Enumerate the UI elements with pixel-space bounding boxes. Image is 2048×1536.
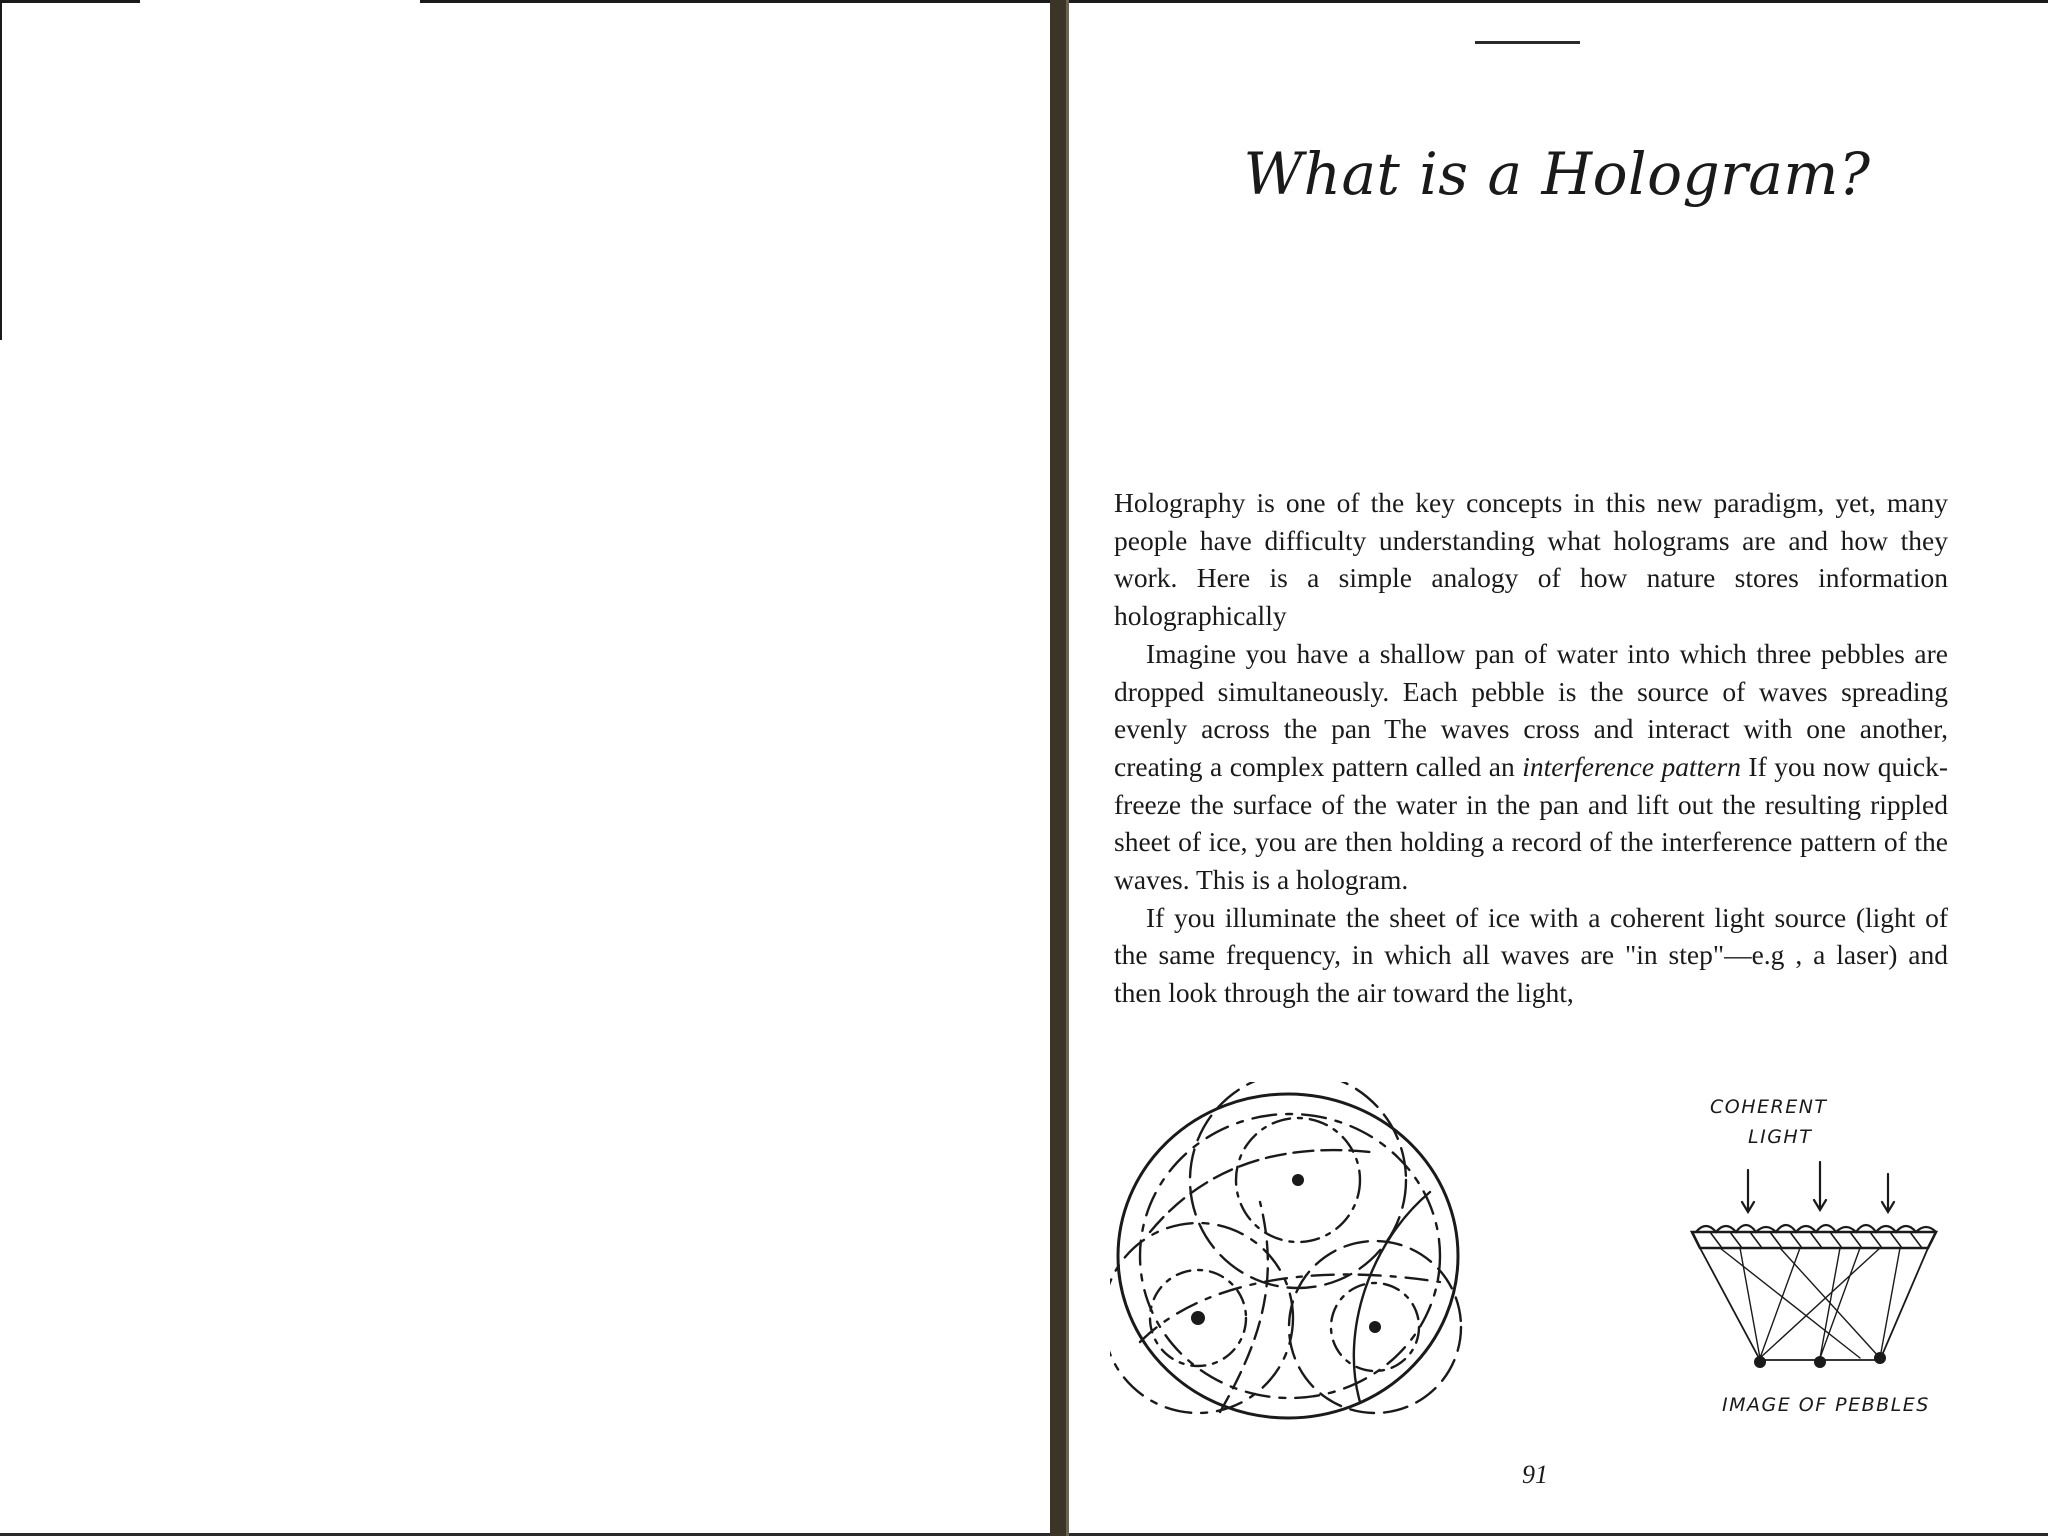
label-image-of-pebbles: IMAGE OF PEBBLES	[1722, 1394, 1930, 1416]
paragraph-2-end: If you now quick-freeze the surface of the water in the pan and lift out the resulting rippled sheet of ice, you are then holding a record of the interference pattern of the waves. This is a hologram.	[1114, 750, 1948, 896]
paragraph-2-emphasis: interference pattern	[1522, 750, 1741, 782]
label-light: LIGHT	[1748, 1126, 1813, 1148]
chapter-title: What is a Hologram?	[1243, 140, 1871, 208]
book-spine-shadow	[1066, 0, 1069, 1536]
header-rule	[1475, 41, 1580, 44]
label-coherent: COHERENT	[1710, 1096, 1828, 1118]
hologram-reconstruction-illustration	[1680, 1090, 1950, 1430]
paragraph-1: Holography is one of the key concepts in this new paradigm, yet, many people have difficulty understanding what holograms are and how they work. Here is a simple analogy of how nature stores information holographically	[1114, 487, 1948, 632]
interference-pattern-illustration	[1110, 1082, 1470, 1427]
paragraph-2	[1114, 635, 1948, 899]
page-edge-top-left	[0, 0, 140, 3]
page-edge-left	[0, 0, 2, 340]
paragraph-2-start: Imagine you have a shallow pan of water into which three pebbles are dropped simultaneously. Each pebble is the source of waves spreading evenly across the pan The waves cross and interact with one another, creating a complex pattern called an	[1114, 637, 1948, 782]
book-spine	[1050, 0, 1066, 1536]
body-text	[1114, 484, 1948, 1012]
page-number: 91	[1522, 1460, 1548, 1489]
page-edge-top	[420, 0, 2048, 3]
paragraph-3: If you illuminate the sheet of ice with a coherent light source (light of the same frequency, in which all waves are "in step"—e.g , a laser) and then look through the air toward the light,	[1114, 901, 1948, 1009]
